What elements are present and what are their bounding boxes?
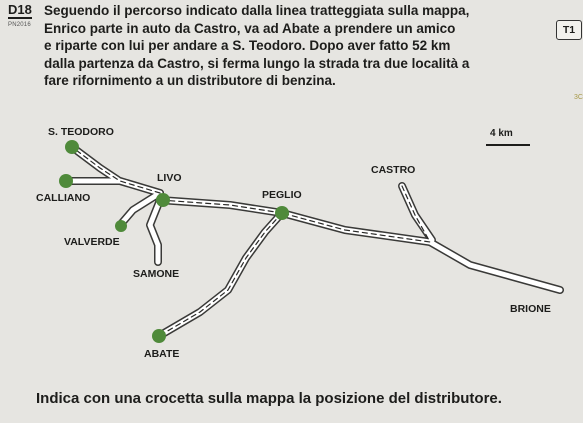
question-line: fare rifornimento a un distributore di benzina. xyxy=(44,73,336,89)
road-outlines xyxy=(66,147,560,336)
question-line: e riparte con lui per andare a S. Teodoro. Dopo aver fatto 52 km xyxy=(44,38,451,54)
label-abate: ABATE xyxy=(144,348,180,360)
question-number: D18 xyxy=(8,2,32,17)
topic-tag: T1 xyxy=(556,20,582,40)
label-castro: CASTRO xyxy=(371,164,416,176)
label-peglio: PEGLIO xyxy=(262,189,302,201)
scale-label: 4 km xyxy=(490,128,513,139)
node-calliano xyxy=(59,174,73,188)
question-line: Enrico parte in auto da Castro, va ad Abate a prendere un amico xyxy=(44,20,456,36)
question-code: PN2016 xyxy=(8,22,31,28)
label-brione: BRIONE xyxy=(510,303,551,315)
instruction-text: Indica con una crocetta sulla mappa la posizione del distributore. xyxy=(36,390,502,407)
node-s-teodoro xyxy=(65,140,79,154)
label-valverde: VALVERDE xyxy=(64,236,120,248)
node-valverde xyxy=(115,220,127,232)
label-s-teodoro: S. TEODORO xyxy=(48,126,114,138)
node-peglio xyxy=(275,206,289,220)
label-samone: SAMONE xyxy=(133,268,180,280)
node-livo xyxy=(156,193,170,207)
road-fills xyxy=(66,147,560,336)
node-abate xyxy=(152,329,166,343)
scale-bar xyxy=(486,144,530,146)
margin-mark: 3C xyxy=(574,94,583,101)
label-calliano: CALLIANO xyxy=(36,192,91,204)
question-line: Seguendo il percorso indicato dalla linea tratteggiata sulla mappa, xyxy=(44,3,470,18)
label-livo: LIVO xyxy=(157,172,182,184)
question-line: dalla partenza da Castro, si ferma lungo la strada tra due località a xyxy=(44,55,470,71)
